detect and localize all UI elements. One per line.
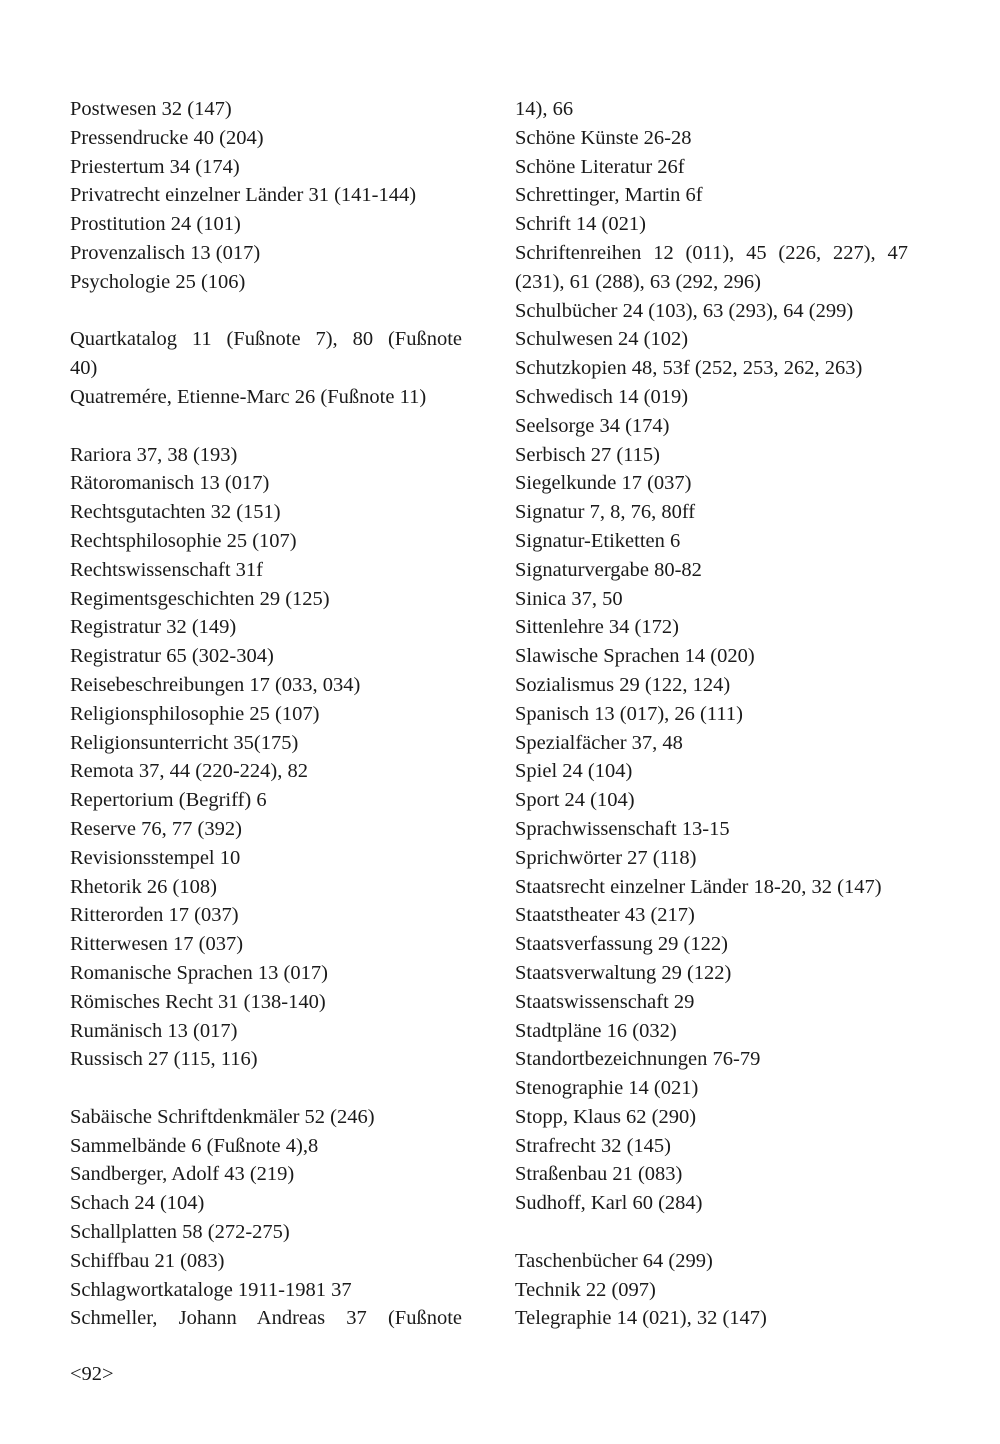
index-entry: Spezialfächer 37, 48 [515, 731, 683, 754]
index-entry: Sudhoff, Karl 60 (284) [515, 1192, 703, 1215]
index-entry: Sinica 37, 50 [515, 587, 623, 610]
index-entry: Schulbücher 24 (103), 63 (293), 64 (299) [515, 299, 854, 322]
index-entry: Schöne Literatur 26f [515, 155, 685, 178]
index-entry: Sammelbände 6 (Fußnote 4),8 [70, 1134, 319, 1157]
index-entry: Priestertum 34 (174) [70, 155, 240, 178]
index-entry: Schrift 14 (021) [515, 213, 646, 236]
index-entry: Romanische Sprachen 13 (017) [70, 961, 328, 984]
index-entry: Schiffbau 21 (083) [70, 1249, 225, 1272]
index-entry: Psychologie 25 (106) [70, 270, 246, 293]
index-entry: Registratur 32 (149) [70, 616, 237, 639]
index-entry: 40) [70, 357, 98, 380]
index-entry: Spanisch 13 (017), 26 (111) [515, 702, 743, 725]
index-entry: Registratur 65 (302-304) [70, 645, 274, 668]
index-section-gap [515, 1218, 935, 1247]
index-entry: Ritterwesen 17 (037) [70, 933, 244, 956]
index-entry: Seelsorge 34 (174) [515, 414, 670, 437]
index-entry: Schmeller, Johann Andreas 37 (Fußnote [70, 1307, 462, 1330]
index-entry: Pressendrucke 40 (204) [70, 126, 264, 149]
index-entry: Schwedisch 14 (019) [515, 385, 689, 408]
index-entry: Staatsverfassung 29 (122) [515, 933, 728, 956]
index-entry: Revisionsstempel 10 [70, 846, 241, 869]
index-entry: Staatsverwaltung 29 (122) [515, 961, 732, 984]
index-entry: Rätoromanisch 13 (017) [70, 472, 270, 495]
index-entry: Schallplatten 58 (272-275) [70, 1221, 290, 1244]
index-entry: Regimentsgeschichten 29 (125) [70, 587, 330, 610]
index-entry: Postwesen 32 (147) [70, 98, 232, 120]
index-entry: Reserve 76, 77 (392) [70, 817, 242, 840]
index-entry: Schriftenreihen 12 (011), 45 (226, 227), 47 [515, 241, 908, 264]
index-entry: Schach 24 (104) [70, 1192, 205, 1215]
index-entry: Straßenbau 21 (083) [515, 1163, 683, 1186]
index-section-gap [70, 297, 470, 326]
index-entry: Sprichwörter 27 (118) [515, 846, 697, 869]
index-entry: Signaturvergabe 80-82 [515, 558, 702, 581]
index-entry: Religionsunterricht 35(175) [70, 731, 299, 754]
index-entry: Staatswissenschaft 29 [515, 990, 695, 1013]
index-entry: Quartkatalog 11 (Fußnote 7), 80 (Fußnote [70, 328, 462, 351]
index-entry: Remota 37, 44 (220-224), 82 [70, 760, 308, 783]
index-entry: Rumänisch 13 (017) [70, 1019, 238, 1042]
index-column-left [70, 95, 470, 1333]
index-section-gap [70, 412, 470, 441]
index-entry: Schlagwortkataloge 1911-1981 37 [70, 1278, 352, 1301]
index-entry: Schulwesen 24 (102) [515, 328, 689, 351]
index-entry: Rechtsphilosophie 25 (107) [70, 529, 297, 552]
index-section-gap [70, 1074, 470, 1103]
index-entry: Taschenbücher 64 (299) [515, 1249, 713, 1272]
index-entry: Signatur 7, 8, 76, 80ff [515, 501, 696, 524]
index-entry: Prostitution 24 (101) [70, 213, 241, 236]
index-entry: Sozialismus 29 (122, 124) [515, 673, 731, 696]
index-entry: Serbisch 27 (115) [515, 443, 660, 466]
index-entry: Rechtswissenschaft 31f [70, 558, 263, 581]
index-entry: Schutzkopien 48, 53f (252, 253, 262, 263) [515, 357, 863, 380]
index-entry: Quatremére, Etienne-Marc 26 (Fußnote 11) [70, 385, 427, 408]
index-entry: Ritterorden 17 (037) [70, 904, 239, 927]
page-number: <92> [70, 1363, 114, 1385]
index-entry: Sprachwissenschaft 13-15 [515, 817, 730, 840]
index-entry: Spiel 24 (104) [515, 760, 633, 783]
index-entry: Sport 24 (104) [515, 789, 635, 812]
index-entry: Rariora 37, 38 (193) [70, 443, 238, 466]
index-entry: Technik 22 (097) [515, 1278, 656, 1301]
index-entry: Standortbezeichnungen 76-79 [515, 1048, 761, 1071]
index-entry: Schrettinger, Martin 6f [515, 184, 703, 207]
index-entry: Siegelkunde 17 (037) [515, 472, 692, 495]
index-entry: Signatur-Etiketten 6 [515, 529, 681, 552]
index-entry: Repertorium (Begriff) 6 [70, 789, 267, 812]
index-entry: (231), 61 (288), 63 (292, 296) [515, 270, 761, 293]
index-entry: Stenographie 14 (021) [515, 1077, 699, 1100]
index-entry: Religionsphilosophie 25 (107) [70, 702, 320, 725]
index-entry: Reisebeschreibungen 17 (033, 034) [70, 673, 361, 696]
index-entry: Telegraphie 14 (021), 32 (147) [515, 1307, 767, 1330]
index-entry: Römisches Recht 31 (138-140) [70, 990, 326, 1013]
index-entry: Rhetorik 26 (108) [70, 875, 217, 898]
index-entry: Sabäische Schriftdenkmäler 52 (246) [70, 1105, 375, 1128]
index-entry: Staatstheater 43 (217) [515, 904, 695, 927]
index-entry: Schöne Künste 26-28 [515, 126, 692, 149]
index-entry: Stadtpläne 16 (032) [515, 1019, 677, 1042]
index-entry: Sandberger, Adolf 43 (219) [70, 1163, 295, 1186]
index-entry: Stopp, Klaus 62 (290) [515, 1105, 697, 1128]
index-entry: Staatsrecht einzelner Länder 18-20, 32 (147) [515, 875, 882, 898]
index-entry: Sittenlehre 34 (172) [515, 616, 679, 639]
index-column-right [515, 95, 935, 1333]
index-entry: Russisch 27 (115, 116) [70, 1048, 258, 1071]
index-entry: Strafrecht 32 (145) [515, 1134, 671, 1157]
index-entry: Rechtsgutachten 32 (151) [70, 501, 281, 524]
index-entry: Slawische Sprachen 14 (020) [515, 645, 755, 668]
index-entry: Privatrecht einzelner Länder 31 (141-144) [70, 184, 417, 207]
index-entry: 14), 66 [515, 98, 574, 120]
index-entry: Provenzalisch 13 (017) [70, 241, 261, 264]
